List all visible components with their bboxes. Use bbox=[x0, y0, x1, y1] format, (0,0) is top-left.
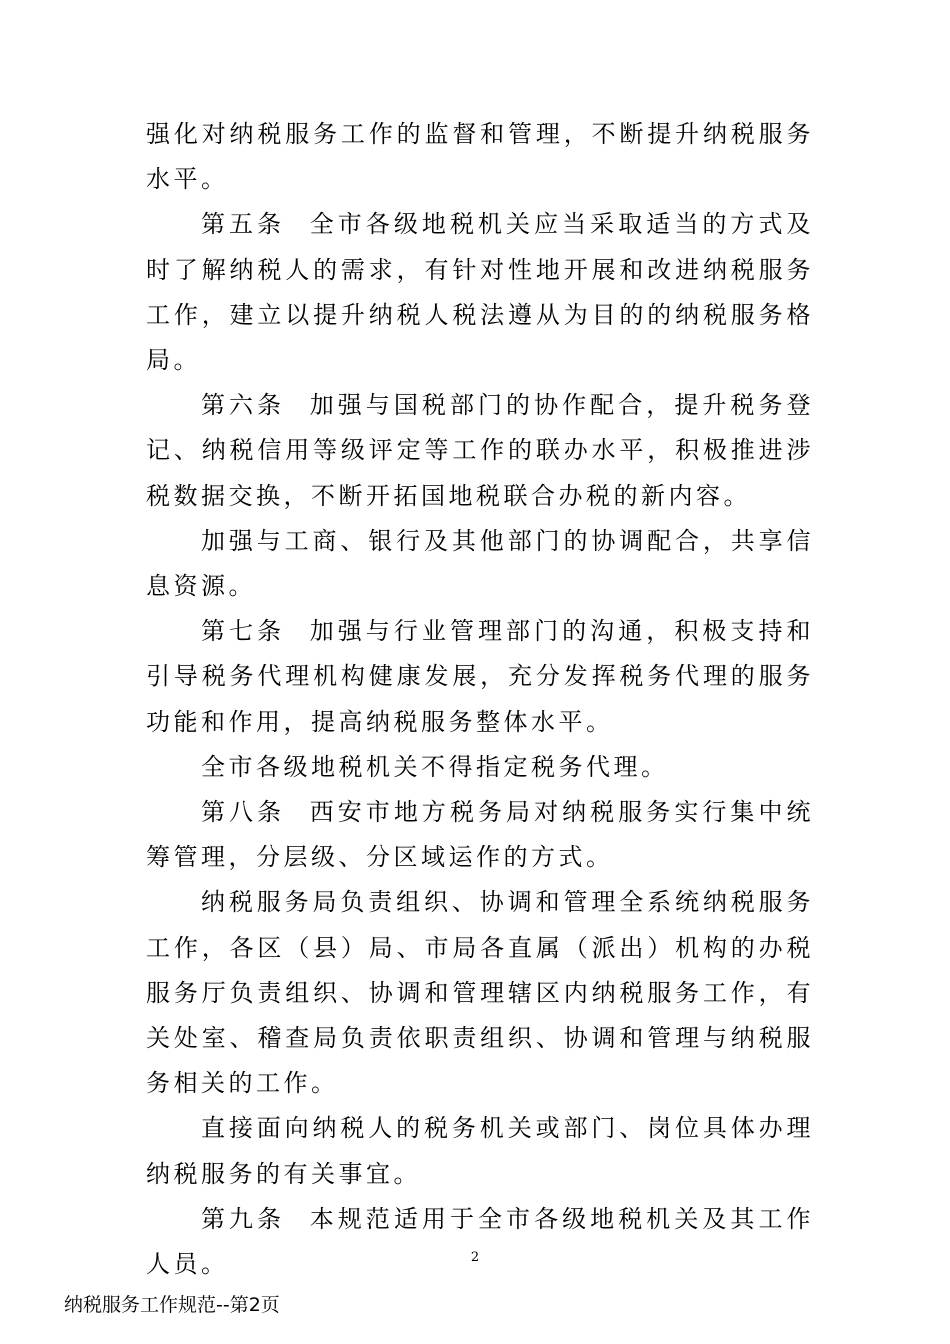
paragraph-text: 纳税服务局负责组织、协调和管理全系统纳税服务工作，各区（县）局、市局各直属（派出）机构的办税服务厅负责组织、协调和管理辖区内纳税服务工作，有关处室、稽查局负责依职责组织、协调和管理与纳税服务相关的工作。 bbox=[146, 888, 814, 1098]
paragraph-text: 加强与国税部门的协作配合，提升税务登记、纳税信用等级评定等工作的联办水平，积极推进涉税数据交换，不断开拓国地税联合办税的新内容。 bbox=[146, 391, 815, 510]
paragraph-article-6 bbox=[146, 383, 814, 519]
paragraph-article-8 bbox=[146, 790, 814, 880]
paragraph bbox=[146, 745, 814, 790]
paragraph bbox=[146, 880, 814, 1106]
paragraph-text: 加强与行业管理部门的沟通，积极支持和引导税务代理机构健康发展，充分发挥税务代理的服务功能和作用，提高纳税服务整体水平。 bbox=[146, 617, 815, 736]
paragraph-text: 全市各级地税机关不得指定税务代理。 bbox=[201, 752, 669, 781]
page-number: 2 bbox=[470, 1250, 480, 1265]
paragraph bbox=[146, 112, 814, 202]
article-number: 第七条 bbox=[201, 617, 286, 646]
paragraph bbox=[146, 519, 814, 609]
paragraph bbox=[146, 1106, 814, 1196]
document-body bbox=[146, 112, 814, 1287]
article-number: 第五条 bbox=[201, 210, 286, 239]
paragraph-text: 直接面向纳税人的税务机关或部门、岗位具体办理纳税服务的有关事宜。 bbox=[146, 1114, 814, 1188]
paragraph-text: 本规范适用于全市各级地税机关及其工作人员。 bbox=[146, 1204, 815, 1279]
paragraph-text: 西安市地方税务局对纳税服务实行集中统筹管理，分层级、分区域运作的方式。 bbox=[146, 798, 815, 872]
paragraph-text: 强化对纳税服务工作的监督和管理，不断提升纳税服务水平。 bbox=[146, 120, 814, 194]
paragraph-article-9 bbox=[146, 1197, 814, 1287]
article-number: 第六条 bbox=[201, 391, 286, 420]
footer-page-label: 纳税服务工作规范--第2页 bbox=[64, 1294, 280, 1316]
paragraph-text: 加强与工商、银行及其他部门的协调配合，共享信息资源。 bbox=[146, 526, 814, 601]
article-number: 第九条 bbox=[201, 1204, 286, 1233]
article-number: 第八条 bbox=[201, 798, 286, 827]
paragraph-text: 全市各级地税机关应当采取适当的方式及时了解纳税人的需求，有针对性地开展和改进纳税服务工作，建立以提升纳税人税法遵从为目的的纳税服务格局。 bbox=[146, 210, 815, 375]
paragraph-article-5 bbox=[146, 202, 814, 383]
paragraph-article-7 bbox=[146, 609, 814, 745]
